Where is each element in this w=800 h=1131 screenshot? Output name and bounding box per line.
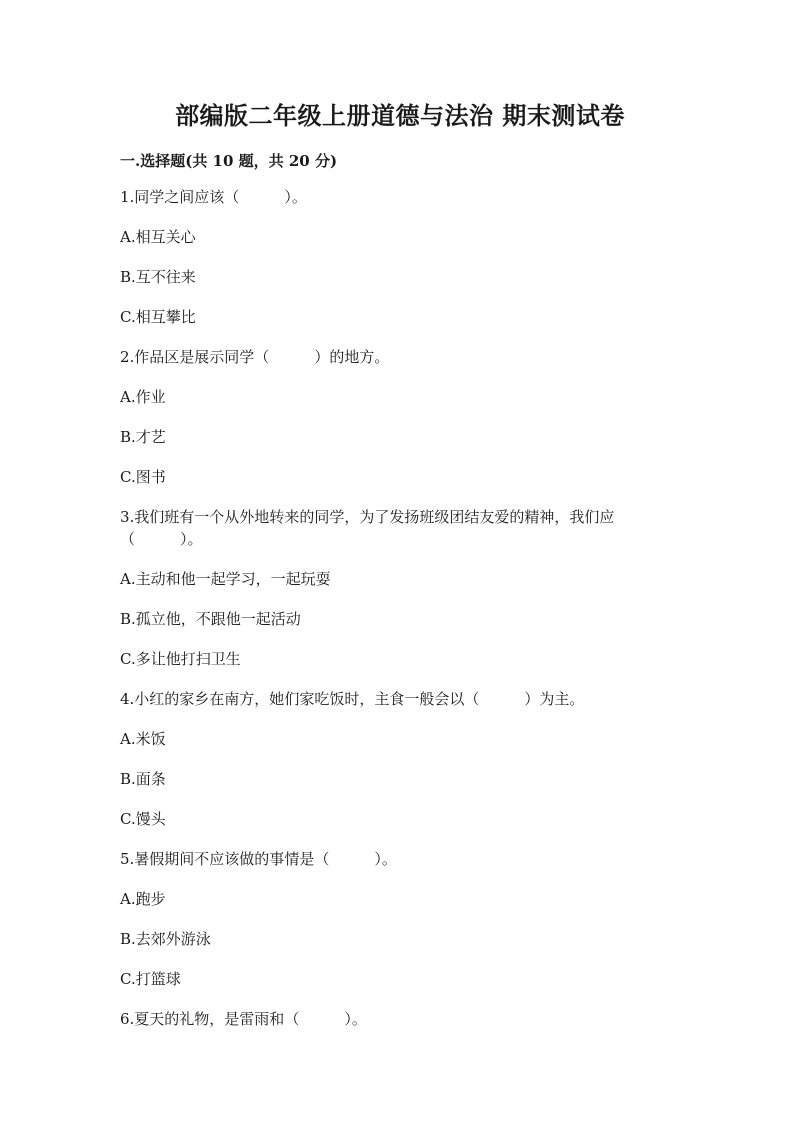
question-text: 4.小红的家乡在南方，她们家吃饭时，主食一般会以（ ）为主。 <box>120 690 585 708</box>
option-a: A.主动和他一起学习，一起玩耍 <box>120 570 331 588</box>
option-a: A.作业 <box>120 388 166 406</box>
question-text: 1.同学之间应该（ ）。 <box>120 188 307 206</box>
option-b: B.孤立他，不跟他一起活动 <box>120 610 301 628</box>
page-title: 部编版二年级上册道德与法治 期末测试卷 <box>175 101 625 130</box>
question-2 <box>120 346 680 488</box>
option-a: A.跑步 <box>120 890 166 908</box>
option-c: C.图书 <box>120 468 166 486</box>
option-b: B.互不往来 <box>120 268 196 286</box>
option-a: A.米饭 <box>120 730 166 748</box>
option-c: C.馒头 <box>120 810 166 828</box>
question-1 <box>120 186 680 328</box>
question-text: 5.暑假期间不应该做的事情是（ ）。 <box>120 850 397 868</box>
question-5 <box>120 848 680 990</box>
question-text: 2.作品区是展示同学（ ）的地方。 <box>120 348 390 366</box>
option-b: B.才艺 <box>120 428 166 446</box>
question-text: 3.我们班有一个从外地转来的同学，为了发扬班级团结友爱的精神，我们应（ ）。 <box>120 508 615 548</box>
option-b: B.去郊外游泳 <box>120 930 211 948</box>
option-c: C.多让他打扫卫生 <box>120 650 241 668</box>
question-3 <box>120 506 680 670</box>
question-list <box>120 186 680 1048</box>
option-c: C.打篮球 <box>120 970 181 988</box>
option-b: B.面条 <box>120 770 166 788</box>
question-text: 6.夏天的礼物，是雷雨和（ ）。 <box>120 1010 367 1028</box>
option-c: C.相互攀比 <box>120 308 196 326</box>
section-heading: 一.选择题(共 10 题，共 20 分) <box>120 152 338 170</box>
option-a: A.相互关心 <box>120 228 196 246</box>
question-4 <box>120 688 680 830</box>
question-6 <box>120 1008 680 1030</box>
